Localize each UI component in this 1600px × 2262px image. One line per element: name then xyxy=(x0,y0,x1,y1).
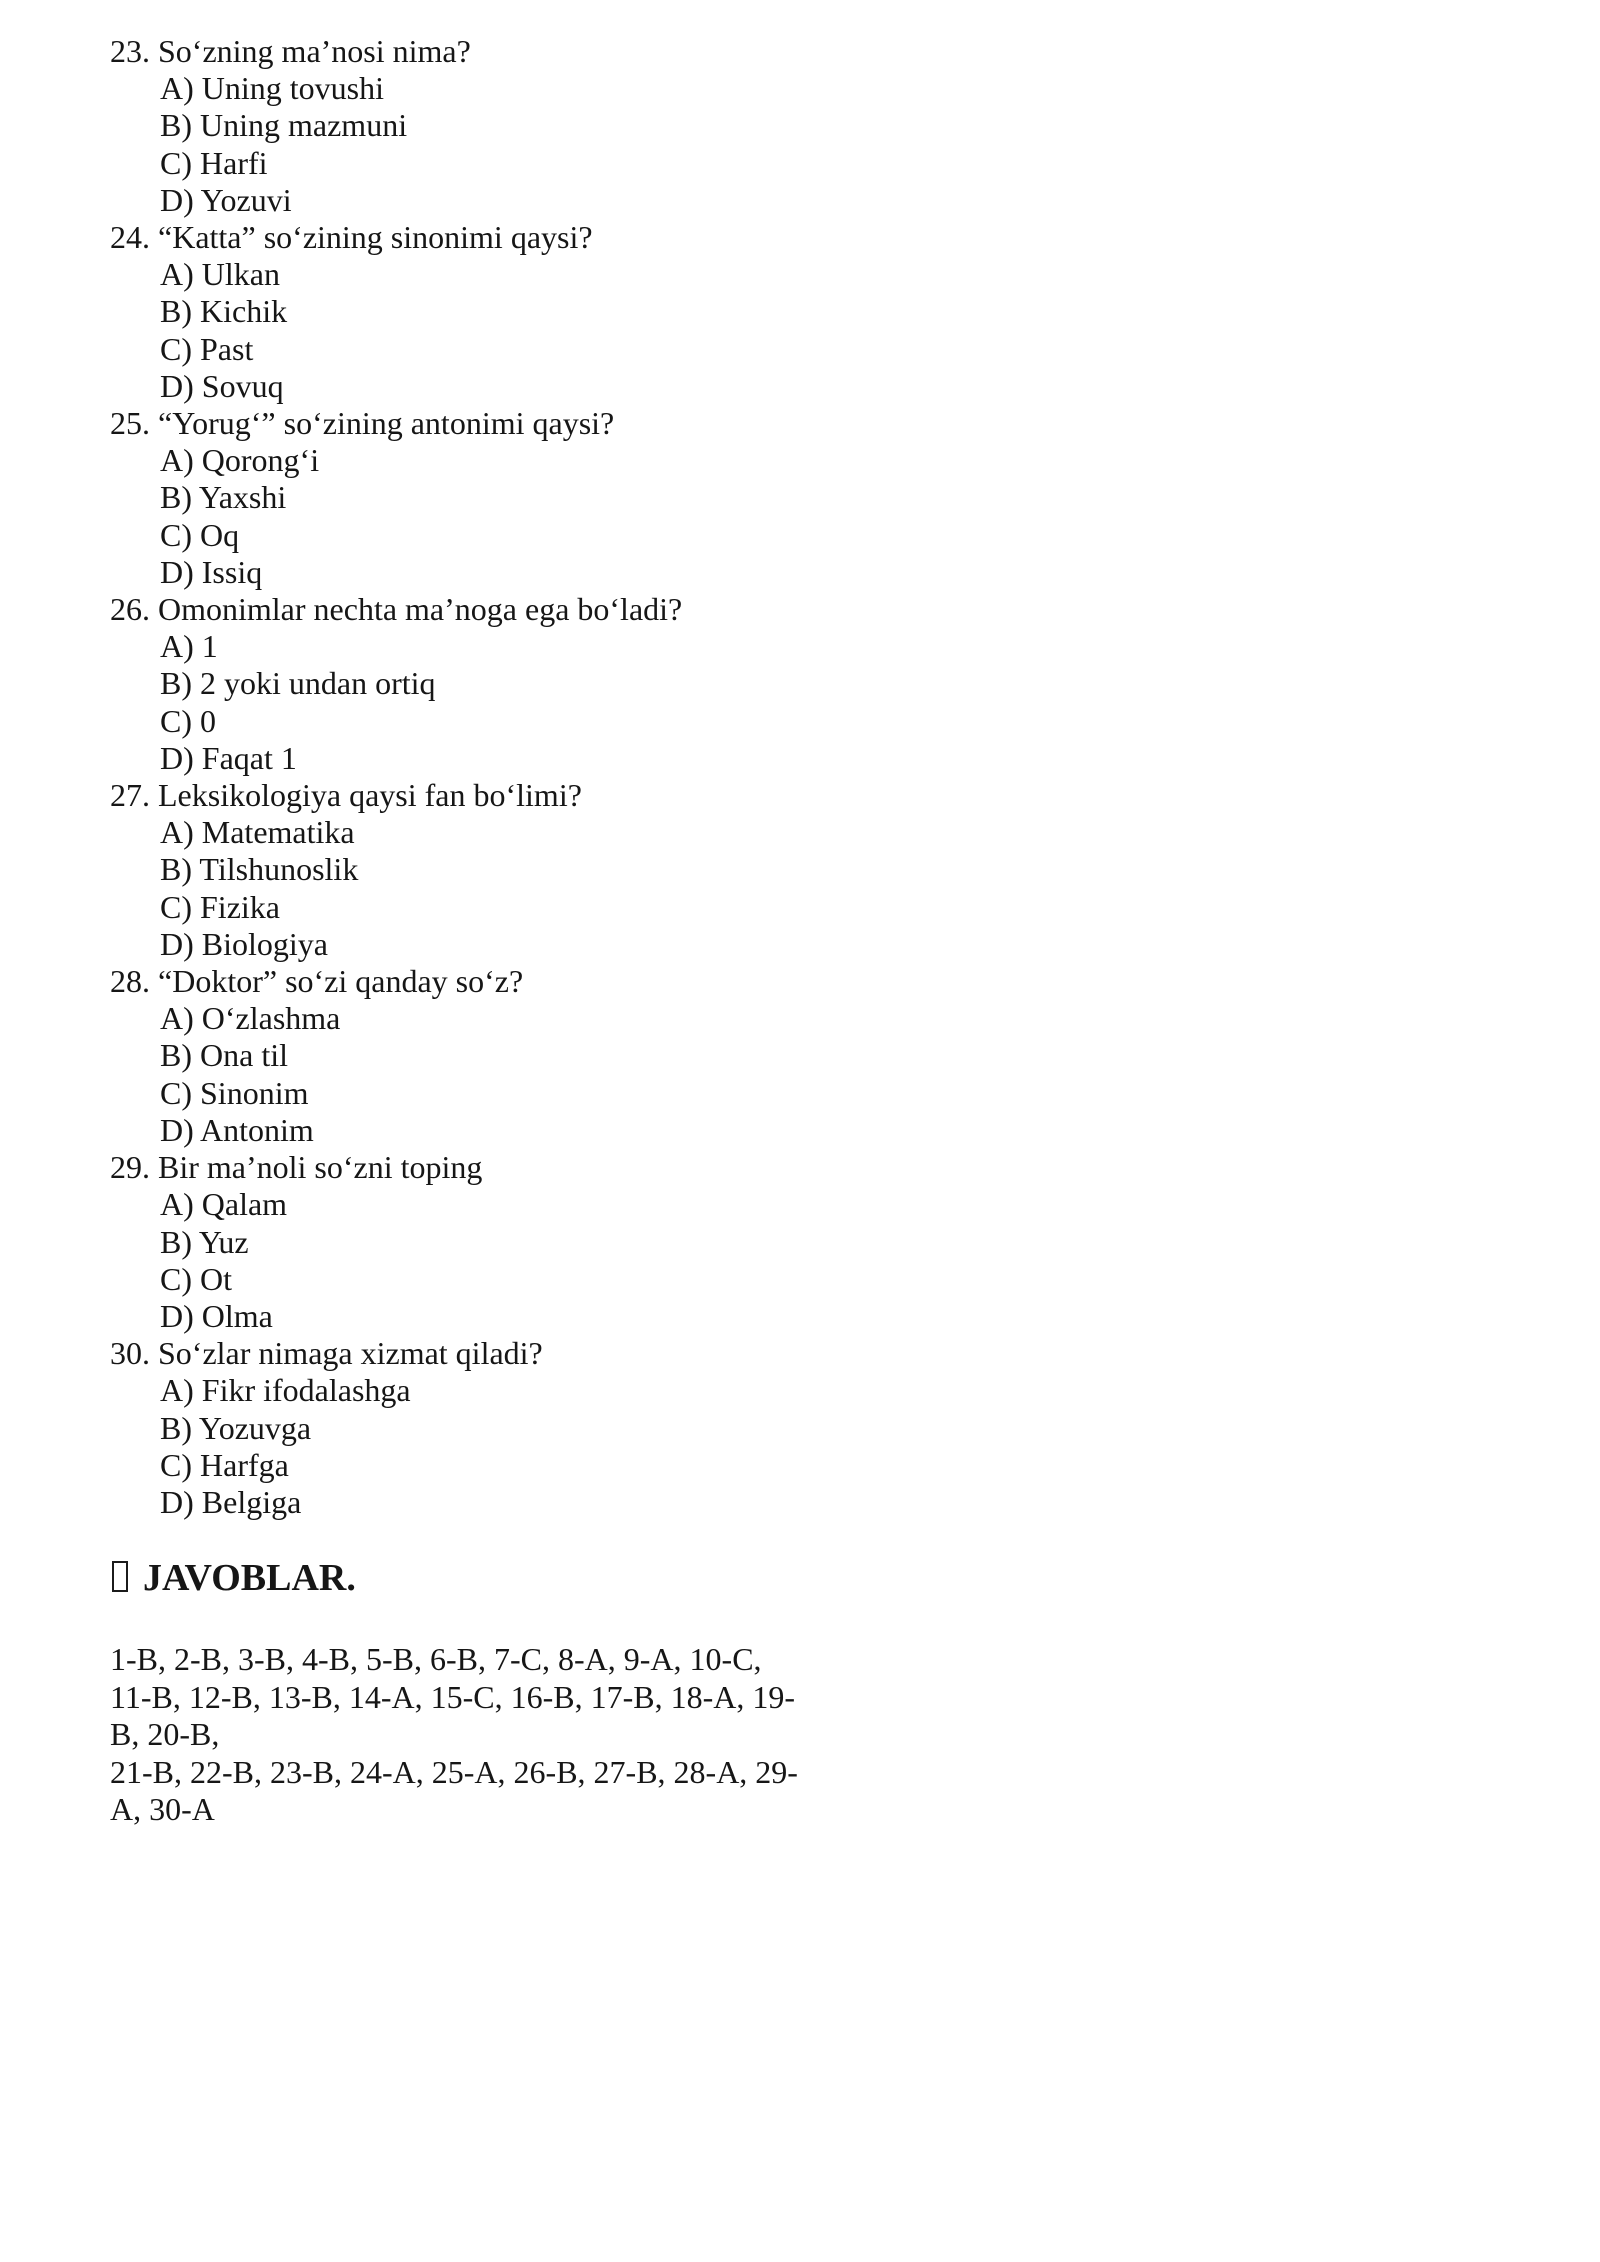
option-line: B) Ona til xyxy=(160,1037,288,1074)
question-23 xyxy=(110,33,682,70)
question-number: 24. xyxy=(110,219,150,256)
question-text: “Doktor” so‘zi qanday so‘z? xyxy=(158,963,524,1000)
option-line: C) Harfga xyxy=(160,1446,289,1483)
option-line: A) Ulkan xyxy=(160,256,280,293)
option-line: A) Matematika xyxy=(160,814,355,851)
option-line: C) Sinonim xyxy=(160,1074,309,1111)
answer-line: 1-B, 2-B, 3-B, 4-B, 5-B, 6-B, 7-C, 8-A, 9-A, 10-C, xyxy=(110,1641,762,1677)
answer-line: 21-B, 22-B, 23-B, 24-A, 25-A, 26-B, 27-B, 28-A, 29- xyxy=(110,1753,798,1790)
answers-heading xyxy=(110,1556,356,1600)
answer-line: 11-B, 12-B, 13-B, 14-A, 15-C, 16-B, 17-B, 18-A, 19- xyxy=(110,1678,795,1715)
question-number: 27. xyxy=(110,777,150,814)
option-line: D) Faqat 1 xyxy=(160,739,297,776)
option-line: B) Kichik xyxy=(160,293,288,330)
option-line: A) Qorong‘i xyxy=(160,442,320,479)
answers-heading-label: JAVOBLAR. xyxy=(143,1557,356,1599)
question-number: 26. xyxy=(110,591,150,628)
option-line: D) Sovuq xyxy=(160,367,284,404)
question-number: 23. xyxy=(110,33,150,69)
question-text: “Katta” so‘zining sinonimi qaysi? xyxy=(158,219,593,256)
missing-glyph-icon xyxy=(112,1561,128,1592)
option-line: D) Biologiya xyxy=(160,925,328,962)
question-27 xyxy=(110,777,682,814)
question-list xyxy=(110,33,682,1521)
answers-block xyxy=(110,1641,798,1829)
option-line: C) 0 xyxy=(160,702,216,739)
question-25 xyxy=(110,405,682,442)
option-line: B) Tilshunoslik xyxy=(160,851,359,888)
question-29 xyxy=(110,1149,682,1186)
option-line: C) Fizika xyxy=(160,888,280,925)
option-line: D) Olma xyxy=(160,1297,273,1334)
question-28 xyxy=(110,963,682,1000)
question-number: 29. xyxy=(110,1149,150,1186)
question-text: Bir ma’noli so‘zni toping xyxy=(158,1149,483,1186)
option-line: B) 2 yoki undan ortiq xyxy=(160,665,436,702)
option-line: C) Oq xyxy=(160,516,240,553)
option-line: B) Yuz xyxy=(160,1223,249,1260)
option-line: A) 1 xyxy=(160,628,218,665)
question-text: So‘zlar nimaga xizmat qiladi? xyxy=(158,1335,543,1372)
option-line: D) Belgiga xyxy=(160,1483,302,1520)
option-line: D) Antonim xyxy=(160,1111,314,1148)
option-line: A) Fikr ifodalashga xyxy=(160,1372,411,1409)
option-line: B) Yaxshi xyxy=(160,479,287,516)
option-line: A) Qalam xyxy=(160,1186,288,1223)
option-line: D) Yozuvi xyxy=(160,181,292,218)
answer-line: B, 20-B, xyxy=(110,1716,220,1752)
question-number: 30. xyxy=(110,1335,150,1372)
question-number: 25. xyxy=(110,405,150,442)
option-line: C) Past xyxy=(160,330,254,367)
question-text: Leksikologiya qaysi fan bo‘limi? xyxy=(158,777,582,814)
question-text: So‘zning ma’nosi nima? xyxy=(158,33,471,69)
option-line: D) Issiq xyxy=(160,553,263,590)
option-line: C) Ot xyxy=(160,1260,232,1297)
option-line: B) Uning mazmuni xyxy=(160,107,408,144)
question-24 xyxy=(110,219,682,256)
question-30 xyxy=(110,1335,682,1372)
question-number: 28. xyxy=(110,963,150,1000)
option-line: A) Uning tovushi xyxy=(160,70,384,107)
option-line: B) Yozuvga xyxy=(160,1409,312,1446)
answer-line: A, 30-A xyxy=(110,1791,215,1827)
question-text: “Yorug‘” so‘zining antonimi qaysi? xyxy=(158,405,615,442)
option-line: C) Harfi xyxy=(160,144,268,181)
option-line: A) O‘zlashma xyxy=(160,1000,341,1037)
question-text: Omonimlar nechta ma’noga ega bo‘ladi? xyxy=(158,591,683,628)
question-26 xyxy=(110,591,682,628)
